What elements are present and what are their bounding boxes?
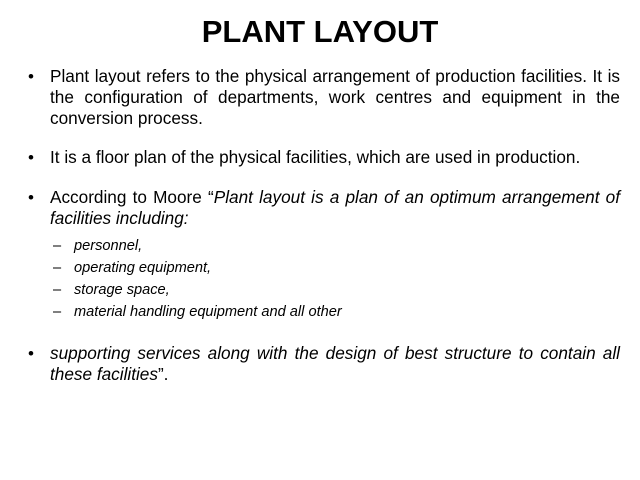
sub-list-item: [53, 301, 620, 323]
dash-marker: –: [53, 260, 62, 276]
sub-item-text: personnel,: [74, 238, 143, 254]
bullet-text-suffix: ”.: [157, 364, 169, 384]
sub-list-item: [53, 257, 620, 279]
bullet-text-italic: Plant layout is a plan of an optimum arrangement of facilities including:: [50, 187, 620, 228]
slide-title: PLANT LAYOUT: [201, 14, 439, 49]
bullet-item: [28, 343, 620, 385]
bullet-text: It is a floor plan of the physical facilities, which are used in production.: [50, 147, 581, 167]
bullet-dot: •: [28, 344, 34, 363]
bullet-dot: •: [28, 148, 34, 167]
bullet-item: [28, 187, 620, 229]
slide-body: [28, 66, 620, 385]
bullet-text: Plant layout refers to the physical arrangement of production facilities. It is the configuration of departments, work centres and equipment in the conversion process.: [50, 66, 620, 128]
sub-list: [28, 235, 620, 323]
sub-item-text: storage space,: [74, 282, 170, 298]
bullet-item: [28, 66, 620, 129]
bullet-item: [28, 147, 620, 168]
sub-list-item: [53, 235, 620, 257]
sub-item-text: material handling equipment and all other: [74, 304, 342, 320]
dash-marker: –: [53, 304, 62, 320]
bullet-dot: •: [28, 188, 34, 207]
bullet-text-prefix: According to Moore “: [50, 187, 214, 207]
dash-marker: –: [53, 238, 62, 254]
bullet-dot: •: [28, 67, 34, 86]
sub-item-text: operating equipment,: [74, 260, 212, 276]
bullet-text-italic: supporting services along with the design of best structure to contain all these facilities: [50, 343, 620, 384]
dash-marker: –: [53, 282, 62, 298]
sub-list-item: [53, 279, 620, 301]
